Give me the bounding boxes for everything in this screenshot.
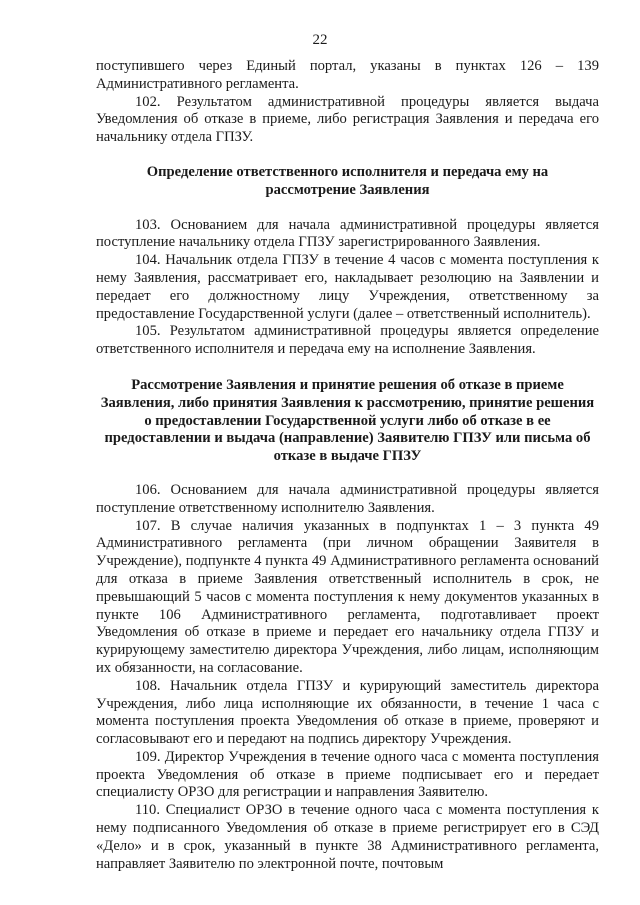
spacer: [96, 200, 599, 217]
paragraph-108: 108. Начальник отдела ГПЗУ и курирующий заместитель директора Учреждения, либо лица исполняющие их обязанности, в течение 1 часа с момента поступления проекта Уведомления об отказе в приеме, проверяют и согласовывают его и передают на подпись директору Учреждения.: [96, 677, 599, 748]
paragraph-106: 106. Основанием для начала административной процедуры является поступление ответственному исполнителю Заявления.: [96, 481, 599, 516]
section-heading-assignment: Определение ответственного исполнителя и передача ему на рассмотрение Заявления: [146, 163, 549, 198]
section-heading-review: Рассмотрение Заявления и принятие решения об отказе в приеме Заявления, либо принятия Заявления к рассмотрению, принятие решения о предоставлении Государственной услуги либо об отказе в ее предоставлении и выдача (направление) Заявителю ГПЗУ или письма об отказе в выдаче ГПЗУ: [100, 376, 595, 465]
paragraph-110: 110. Специалист ОРЗО в течение одного часа с момента поступления к нему подписанного Уведомления об отказе в приеме регистрирует его в СЭД «Дело» и в срок, указанный в пункте 38 Административного регламента, направляет Заявителю по электронной почте, почтовым: [96, 802, 599, 872]
spacer: [96, 466, 599, 482]
paragraph-109: 109. Директор Учреждения в течение одного часа с момента поступления проекта Уведомления об отказе в приеме подписывает его и передает специалисту ОРЗО для регистрации и направления Заявителю.: [96, 748, 599, 801]
paragraph-101-continuation: поступившего через Единый портал, указаны в пунктах 126 – 139 Административного регламента.: [96, 58, 599, 92]
spacer: [96, 359, 599, 377]
document-body: [96, 58, 599, 873]
paragraph-103: 103. Основанием для начала административной процедуры является поступление начальнику отдела ГПЗУ зарегистрированного Заявления.: [96, 216, 599, 251]
page-number: 22: [312, 32, 328, 48]
paragraph-105: 105. Результатом административной процедуры является определение ответственного исполнителя и передача ему на исполнение Заявления.: [96, 323, 599, 358]
paragraph-107: 107. В случае наличия указанных в подпунктах 1 – 3 пункта 49 Административного регламента (при личном обращении Заявителя в Учреждение), подпункте 4 пункта 49 Административного регламента оснований для отказа в приеме Заявления ответственный исполнитель в срок, не превышающий 5 часов с момента поступления к нему документов указанных в пункте 106 Административного регламента, подготавливает проект Уведомления об отказе в приеме и передает его начальнику отдела ГПЗУ и курирующему заместителю директора Учреждения, либо лицам, исполняющим их обязанности, на согласование.: [96, 517, 599, 676]
paragraph-104: 104. Начальник отдела ГПЗУ в течение 4 часов с момента поступления к нему Заявления, рассматривает его, накладывает резолюцию на Заявлении и передает его должностному лицу Учреждения, ответственному за предоставление Государственной услуги (далее – ответственный исполнитель).: [96, 252, 599, 322]
spacer: [96, 147, 599, 164]
paragraph-102: 102. Результатом административной процедуры является выдача Уведомления об отказе в приеме, либо регистрация Заявления и передача его начальнику отдела ГПЗУ.: [96, 93, 599, 146]
